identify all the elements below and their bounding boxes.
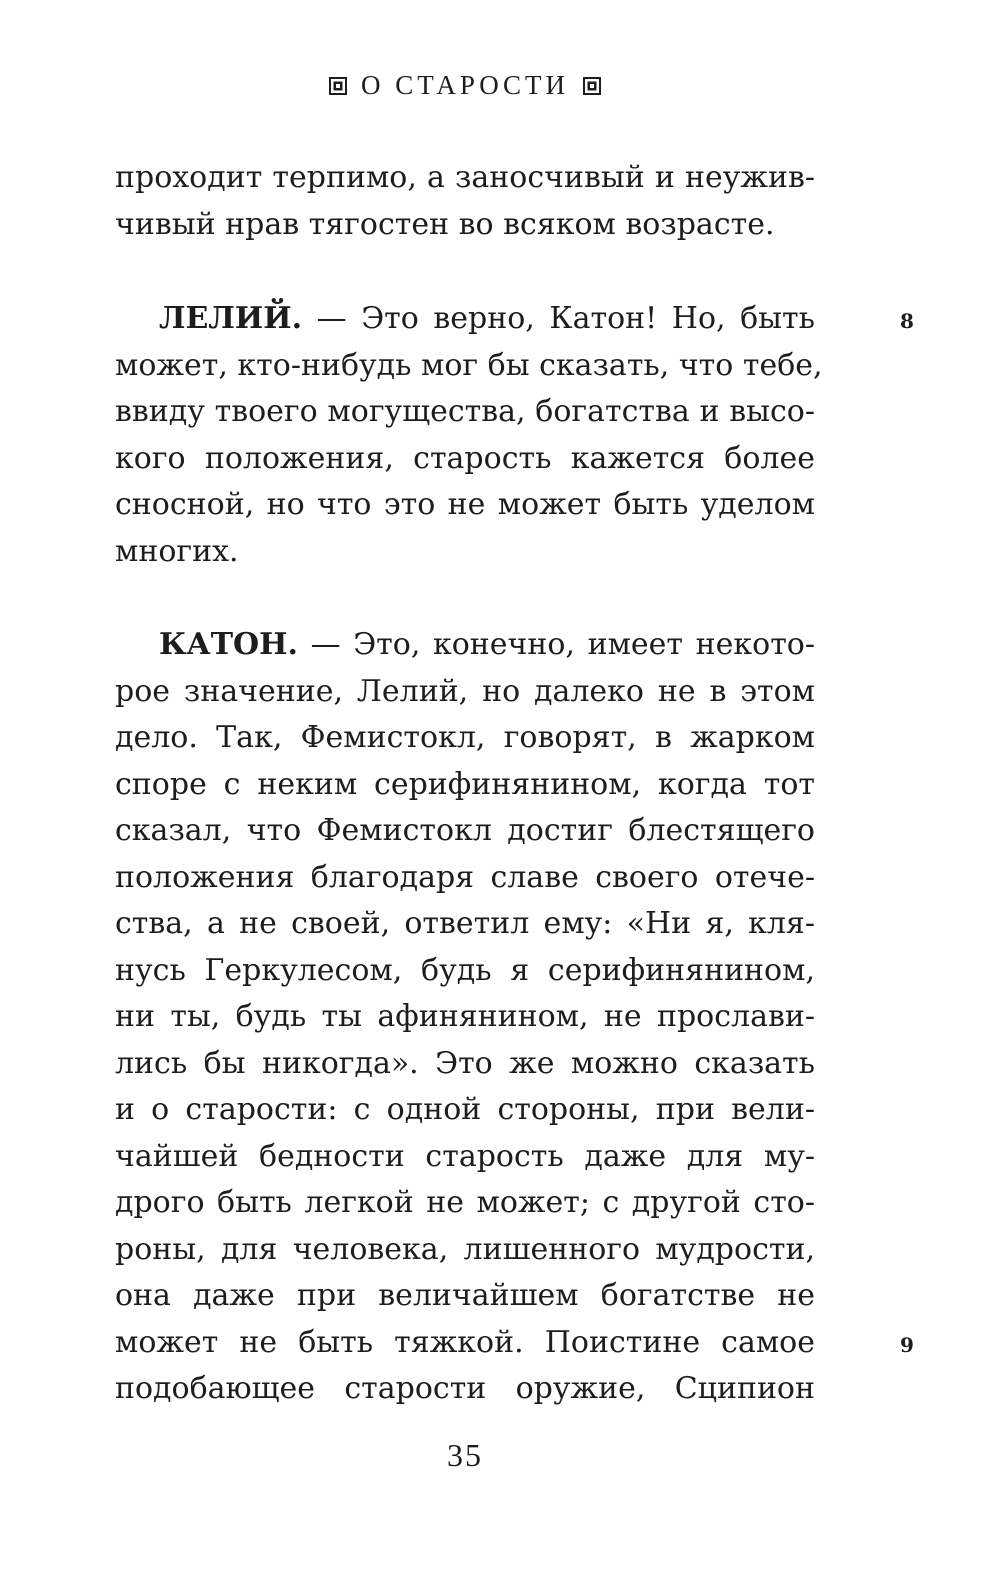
text-line: споре с неким серифинянином, когда тот [115,766,815,802]
text-line: дело. Так, Фемистокл, говорят, в жарком [115,720,815,755]
text-line: чивый нрав тягостен во всяком возрасте. [115,206,775,242]
running-head [0,70,930,101]
text-line: может, кто-нибудь мог бы сказать, что тебе, [115,347,823,383]
page-number: 35 [447,1437,483,1473]
text-line: она даже при величайшем богатстве не [115,1278,815,1313]
speaker-name: КАТОН. [159,627,298,662]
speaker-name: ЛЕЛИЙ. [159,301,303,336]
text-line: сказал, что Фемистокл достиг блестящего [115,813,815,848]
paragraph-continuation [115,155,815,248]
text-line: ввиду твоего могущества, богатства и высо- [115,394,815,429]
text-line: подобающее старости оружие, Сципион [115,1371,815,1406]
margin-section-number: 8 [900,309,914,333]
text-line: многих. [115,533,239,569]
text-line: проходит терпимо, а заносчивый и неужив- [115,160,815,195]
ornament-icon [583,77,601,95]
text-line [115,296,815,343]
text-line: лись бы никогда». Это же можно сказать [115,1045,815,1081]
margin-section-number: 9 [900,1333,914,1357]
text-line: ни ты, будь ты афинянином, не прослави- [115,999,815,1034]
text-line: чайшей бедности старость даже для му- [115,1138,815,1174]
running-head-title: О СТАРОСТИ [360,70,570,100]
text-line: сносной, но что это не может быть уделом [115,487,815,522]
text-line: нусь Геркулесом, будь я серифинянином, [115,952,815,988]
text-line: и о старости: с одной стороны, при вели- [115,1092,815,1127]
text-line: кого положения, старость кажется более [115,440,815,476]
text-line: дрого быть легкой не может; с другой сто- [115,1185,815,1220]
paragraph-cato [115,622,815,1413]
paragraph-lelius [115,296,823,575]
text-line: роны, для человека, лишенного мудрости, [115,1231,815,1267]
text-line: рое значение, Лелий, но далеко не в этом [115,673,815,709]
ornament-icon [329,77,347,95]
text-line: положения благодаря славе своего отече- [115,859,815,895]
text-fragment: — Это верно, Катон! Но, быть [302,301,815,336]
text-line: может не быть тяжкой. Поистине самое [115,1324,815,1360]
text-line [115,622,815,669]
text-line: ства, а не своей, ответил ему: «Ни я, кля- [115,906,815,941]
text-fragment: — Это, конечно, имеет некото- [297,627,815,662]
